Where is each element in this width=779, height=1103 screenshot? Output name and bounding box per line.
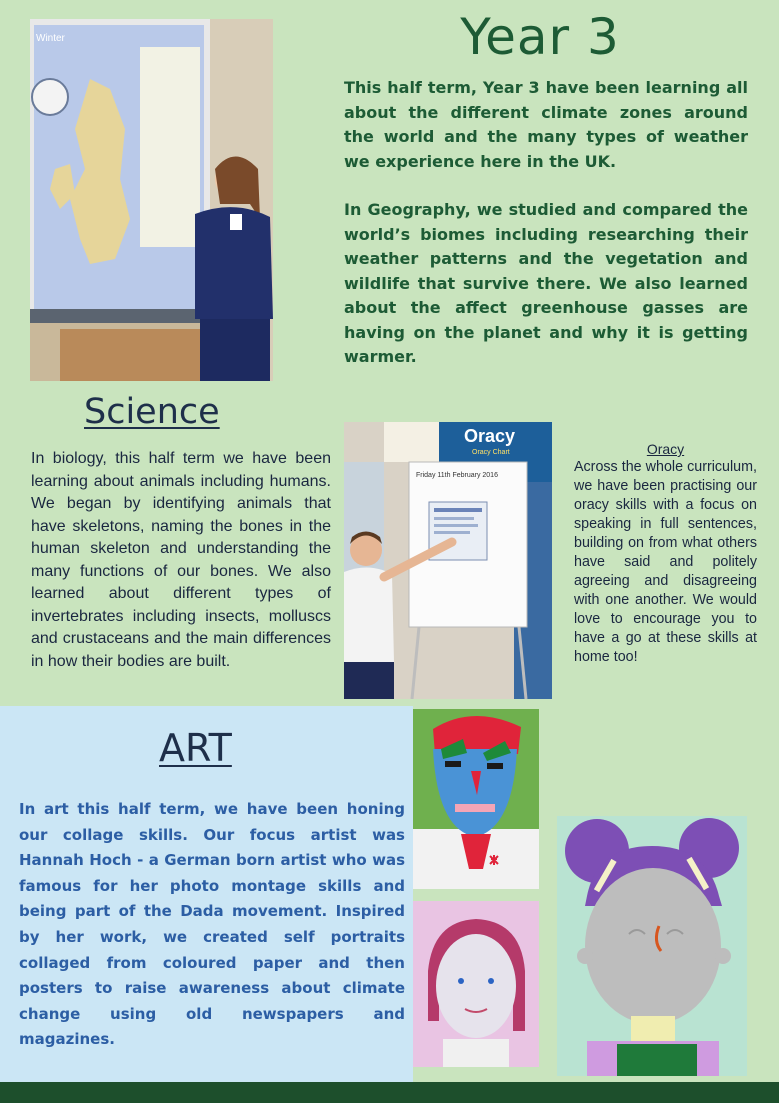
- art-text: In art this half term, we have been honing our collage skills. Our focus artist was Hannah Hoch - a German born artist who was famous for her photo montage skills and being part of the Dada movement. Inspired by her work, we created self portraits collaged from coloured paper and then posters to raise awareness about climate change using old newspapers and magazines.: [19, 800, 405, 1049]
- collage-portrait-pink: [413, 901, 539, 1067]
- year-intro: [344, 76, 748, 394]
- oracy-flipchart-photo: [344, 422, 552, 699]
- footer-bar: [0, 1082, 779, 1103]
- oracy-text: Across the whole curriculum, we have been practising our oracy skills with a focus on speaking in full sentences, building on from what others have said and politely agreeing and disagreeing with one another. We would love to encourage you to have a go at these skills at home too!: [574, 459, 757, 665]
- science-text: In biology, this half term we have been learning about animals including humans. We began by identifying animals that have skeletons, naming the bones in the human skeleton and understanding the many functions of our bones. We also learned about different types of invertebrates including insects, molluscs and crustaceans and the main differences in how their bodies are built.: [31, 450, 331, 670]
- flipchart-heading: Friday 11th February 2016: [416, 472, 498, 479]
- art-heading: ART: [159, 726, 232, 770]
- science-heading: Science: [84, 392, 220, 432]
- intro-paragraph-climate: This half term, Year 3 have been learning all about the different climate zones around the world and the many types of weather we experience here in the UK.: [344, 78, 748, 171]
- intro-paragraph-geography: In Geography, we studied and compared the world’s biomes including researching their weather patterns and the vegetation and wildlife that survive there. We also learned about the affect greenhouse gasses are having on the planet and why it is getting warmer.: [344, 200, 748, 366]
- oracy-board-label: Oracy: [464, 426, 516, 446]
- collage-portrait-blue-face: [413, 709, 539, 889]
- whiteboard-label: Winter: [36, 33, 65, 44]
- collage-portrait-purple-buns: [557, 816, 747, 1076]
- year-title: Year 3: [460, 8, 620, 66]
- oracy-board-sub: Oracy Chart: [472, 449, 510, 456]
- oracy-heading: Oracy: [646, 441, 685, 457]
- whiteboard-photo: [30, 19, 273, 381]
